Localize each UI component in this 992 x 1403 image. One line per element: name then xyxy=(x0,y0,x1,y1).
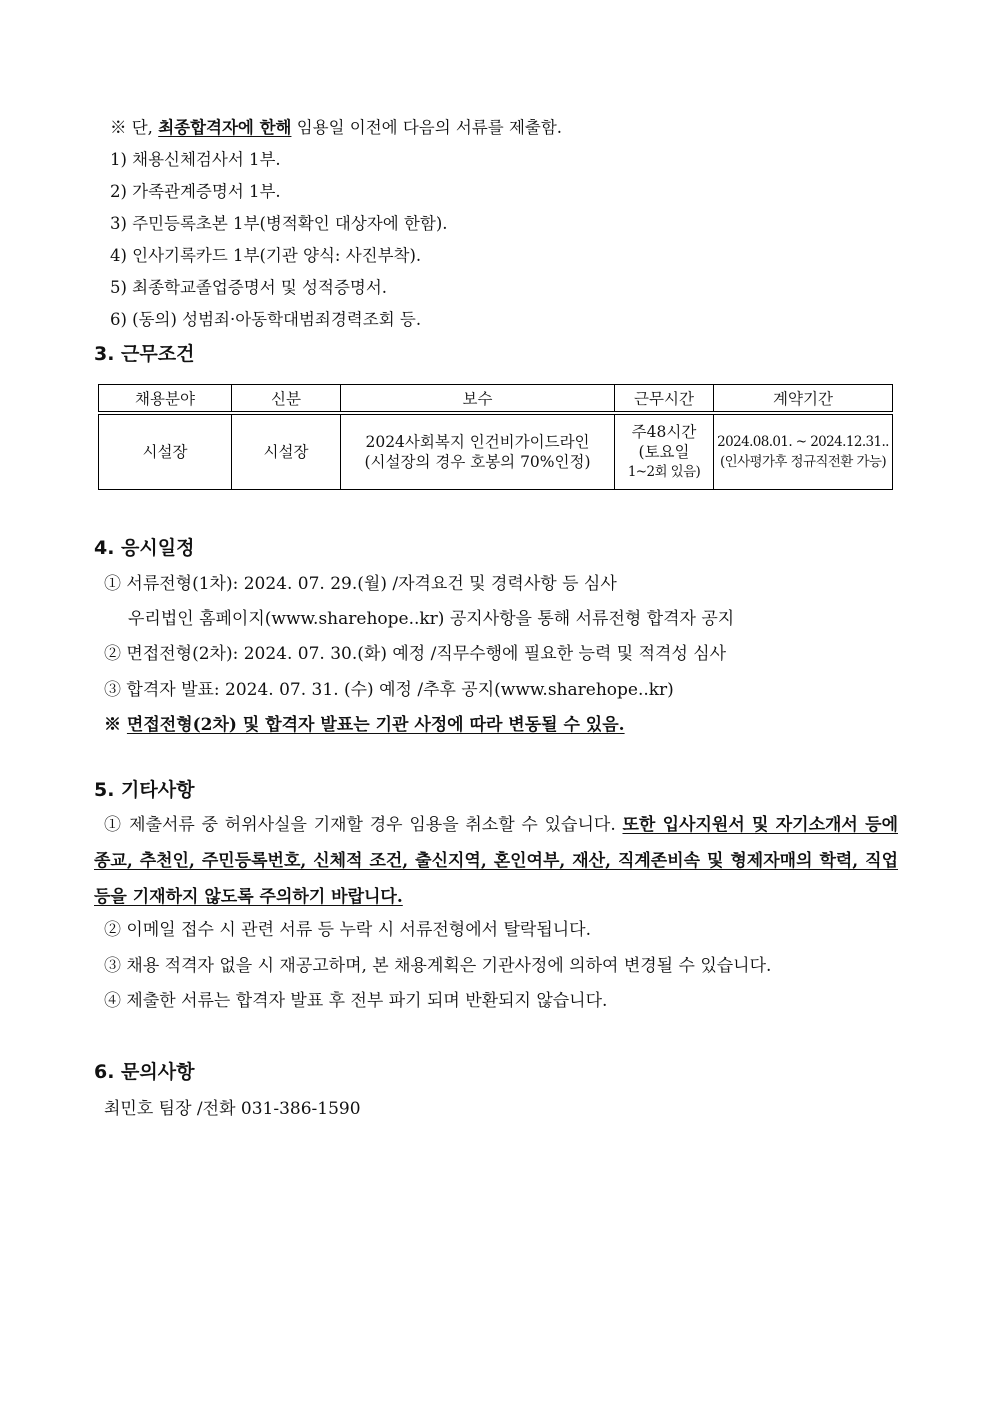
misc-paragraph-1-emphasis: 또한 입사지원서 및 자기소개서 등에 종교, 추천인, 주민등록번호, 신체적 조건, 출신지역, 혼인여부, 재산, 직계존비속 및 형제자매의 학력, 직업 등을 기재하지 않도록 주의하기 바랍니다. xyxy=(94,815,898,907)
header-hours: 근무시간 xyxy=(615,385,714,414)
working-conditions-table xyxy=(98,384,893,490)
document-item: 4) 인사기록카드 1부(기관 양식: 사진부착). xyxy=(110,246,422,265)
final-applicant-notice: ※ 단, 최종합격자에 한해 임용일 이전에 다음의 서류를 제출함. xyxy=(110,118,563,137)
misc-line: ③ 채용 적격자 없을 시 재공고하며, 본 채용계획은 기관사정에 의하여 변경될 수 있습니다. xyxy=(104,956,772,976)
header-contract: 계약기간 xyxy=(714,385,893,414)
schedule-line: ③ 합격자 발표: 2024. 07. 31. (수) 예정 /추후 공지(www.sharehope..kr) xyxy=(104,680,674,700)
document-item: 5) 최종학교졸업증명서 및 성적증명서. xyxy=(110,278,387,297)
schedule-line: ② 면접전형(2차): 2024. 07. 30.(화) 예정 /직무수행에 필요한 능력 및 적격성 심사 xyxy=(104,644,727,664)
section-4-heading: 4. 응시일정 xyxy=(94,537,195,559)
header-status: 신분 xyxy=(232,385,341,414)
contact-info: 최민호 팀장 /전화 031-386-1590 xyxy=(104,1099,361,1119)
final-applicant-emphasis: 최종합격자에 한해 xyxy=(158,118,292,137)
cell-field: 시설장 xyxy=(99,413,232,490)
document-item: 6) (동의) 성범죄·아동학대범죄경력조회 등. xyxy=(110,310,422,329)
misc-line: ④ 제출한 서류는 합격자 발표 후 전부 파기 되며 반환되지 않습니다. xyxy=(104,991,608,1011)
section-5-heading: 5. 기타사항 xyxy=(94,779,195,801)
schedule-line: ① 서류전형(1차): 2024. 07. 29.(월) /자격요건 및 경력사항 등 심사 xyxy=(104,574,617,594)
document-item: 2) 가족관계증명서 1부. xyxy=(110,182,281,201)
cell-contract: 2024.08.01. ~ 2024.12.31.. (인사평가후 정규직전환 가능) xyxy=(714,413,893,490)
cell-hours: 주48시간 (토요일 1~2회 있음) xyxy=(615,413,714,490)
section-6-heading: 6. 문의사항 xyxy=(94,1061,195,1083)
table-header-row xyxy=(99,385,893,414)
cell-pay: 2024사회복지 인건비가이드라인 (시설장의 경우 호봉의 70%인정) xyxy=(341,413,615,490)
header-pay: 보수 xyxy=(341,385,615,414)
header-field: 채용분야 xyxy=(99,385,232,414)
table-row xyxy=(99,413,893,490)
document-item: 3) 주민등록초본 1부(병적확인 대상자에 한함). xyxy=(110,214,448,233)
document-item: 1) 채용신체검사서 1부. xyxy=(110,150,281,169)
misc-line: ② 이메일 접수 시 관련 서류 등 누락 시 서류전형에서 탈락됩니다. xyxy=(104,920,591,940)
schedule-line: 우리법인 홈페이지(www.sharehope..kr) 공지사항을 통해 서류전형 합격자 공지 xyxy=(128,609,735,629)
schedule-note: ※ 면접전형(2차) 및 합격자 발표는 기관 사정에 따라 변동될 수 있음. xyxy=(104,715,625,735)
cell-status: 시설장 xyxy=(232,413,341,490)
section-3-heading: 3. 근무조건 xyxy=(94,343,195,365)
misc-paragraph-1: ① 제출서류 중 허위사실을 기재할 경우 임용을 취소할 수 있습니다. 또한 입사지원서 및 자기소개서 등에 종교, 추천인, 주민등록번호, 신체적 조건, 출신지역, 혼인여부, 재산, 직계존비속 및 형제자매의 학력, 직업 등을 기재하지 않도록 주의하기 바랍니다. xyxy=(94,815,898,907)
